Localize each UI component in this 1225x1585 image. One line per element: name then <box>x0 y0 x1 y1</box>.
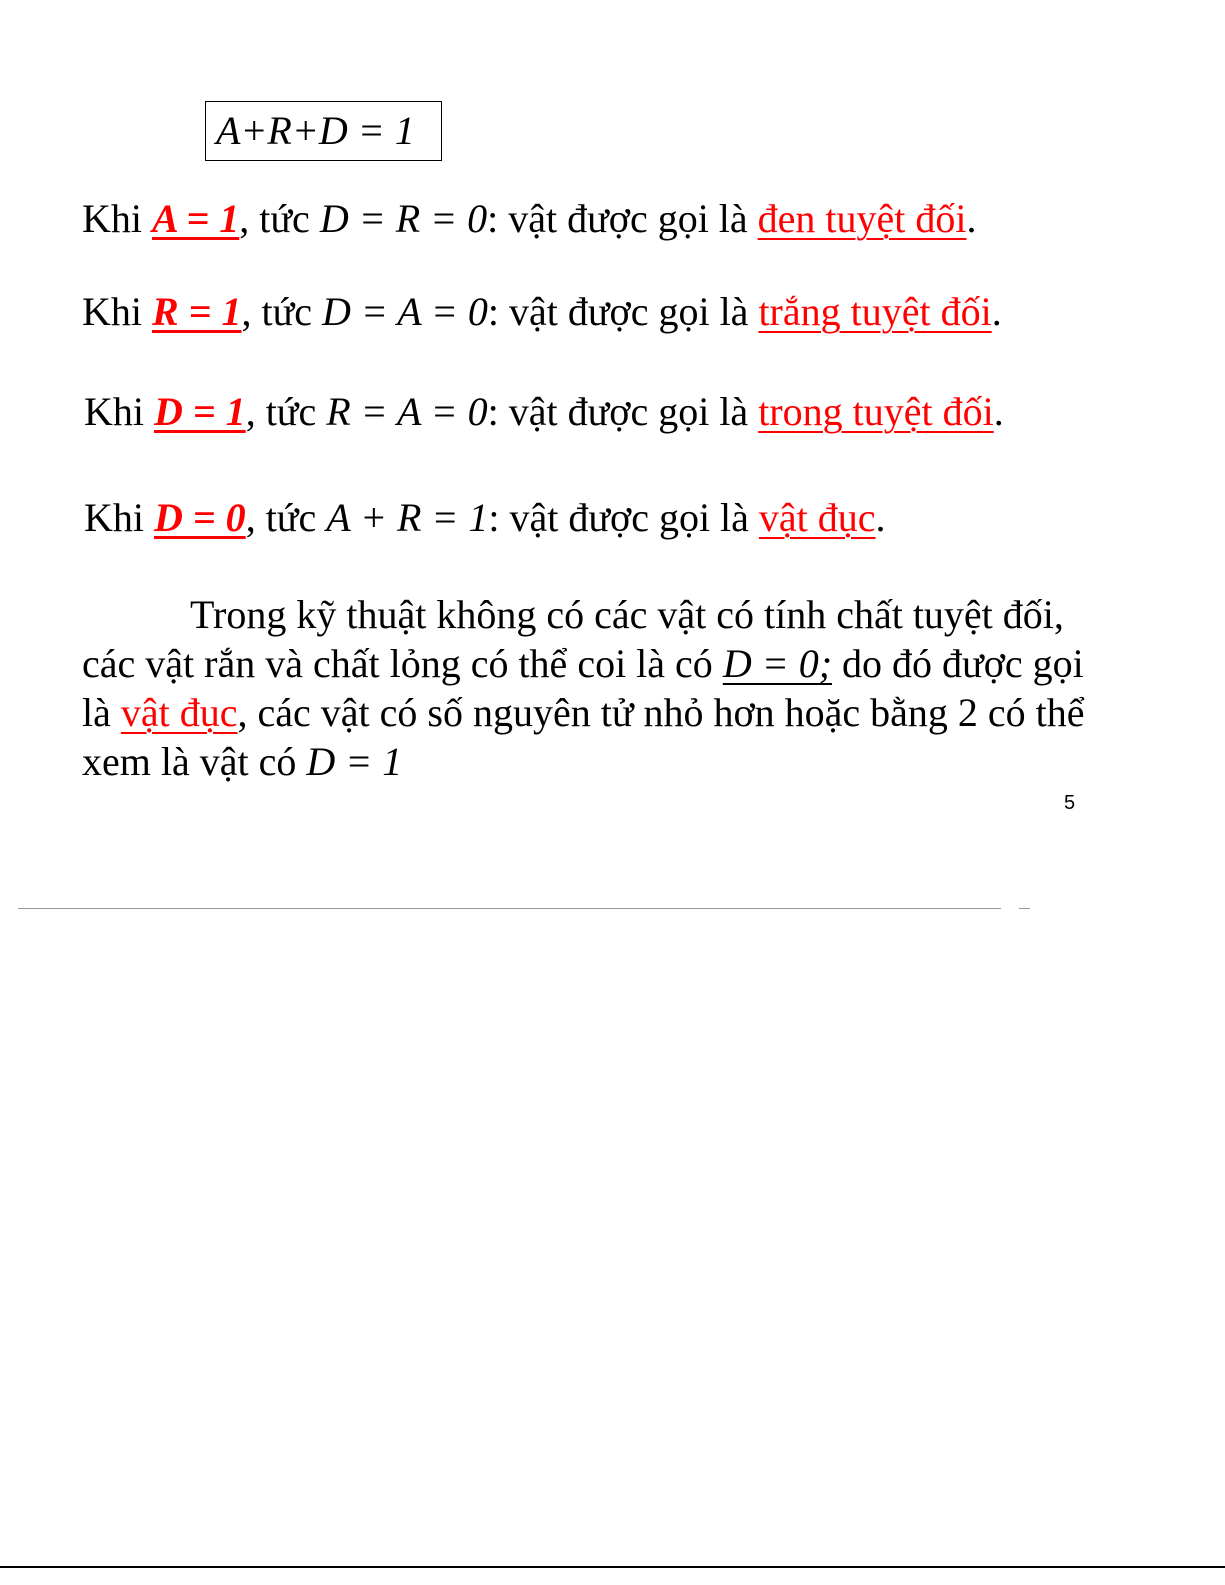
definition-line-white-body <box>82 288 1002 336</box>
khi-text: Khi <box>84 389 154 434</box>
khi-text: Khi <box>84 495 154 540</box>
khi-text: Khi <box>82 196 152 241</box>
paragraph-line-1: Trong kỹ thuật không có các vật có tính chất tuyệt đối, <box>190 592 1064 637</box>
paragraph-line-4 <box>82 737 1132 786</box>
connector-text: , tức <box>245 389 327 434</box>
connector-text: : vật được gọi là <box>488 495 759 540</box>
period: . <box>993 389 1004 434</box>
paragraph-text: xem là vật có <box>82 739 307 784</box>
term-highlight: trắng tuyệt đối <box>758 289 992 334</box>
khi-text: Khi <box>82 289 152 334</box>
period: . <box>991 289 1002 334</box>
period: . <box>966 196 977 241</box>
term-highlight: đen tuyệt đối <box>757 196 967 241</box>
connector-text: : vật được gọi là <box>487 389 759 434</box>
explanation-paragraph <box>82 590 1132 786</box>
definition-line-opaque-body <box>84 494 886 542</box>
condition: D = 1 <box>154 389 246 434</box>
term-highlight: vật đục <box>758 495 876 540</box>
formula-box <box>205 101 442 161</box>
formula-text: A+R+D = 1 <box>216 108 415 153</box>
math-expression: D = 0; <box>722 641 833 686</box>
connector-text: : vật được gọi là <box>487 289 759 334</box>
math-expression: A + R = 1 <box>326 495 489 540</box>
condition: D = 0 <box>154 495 246 540</box>
math-expression: D = R = 0 <box>319 196 488 241</box>
connector-text: , tức <box>239 196 320 241</box>
paragraph-line-3 <box>82 688 1132 737</box>
paragraph-text: các vật rắn và chất lỏng có thể coi là có <box>82 641 723 686</box>
paragraph-text: là <box>82 690 121 735</box>
divider-tick <box>1019 908 1030 909</box>
term-highlight: vật đục <box>120 690 238 735</box>
condition: R = 1 <box>152 289 242 334</box>
connector-text: , tức <box>245 495 327 540</box>
definition-line-black-body <box>82 195 977 243</box>
connector-text: , tức <box>241 289 323 334</box>
bottom-border <box>0 1566 1225 1568</box>
page-number: 5 <box>1064 792 1076 814</box>
paragraph-line-2 <box>82 639 1132 688</box>
horizontal-divider <box>18 908 1001 909</box>
period: . <box>875 495 886 540</box>
definition-line-transparent-body <box>84 388 1004 436</box>
term-highlight: trong tuyệt đối <box>758 389 994 434</box>
math-expression: D = A = 0 <box>322 289 488 334</box>
math-expression: D = 1 <box>306 739 403 784</box>
condition: A = 1 <box>152 196 240 241</box>
paragraph-text: , các vật có số nguyên tử nhỏ hơn hoặc bằng 2 có thể <box>237 690 1085 735</box>
paragraph-text: do đó được gọi <box>832 641 1084 686</box>
math-expression: R = A = 0 <box>326 389 488 434</box>
connector-text: : vật được gọi là <box>487 196 758 241</box>
